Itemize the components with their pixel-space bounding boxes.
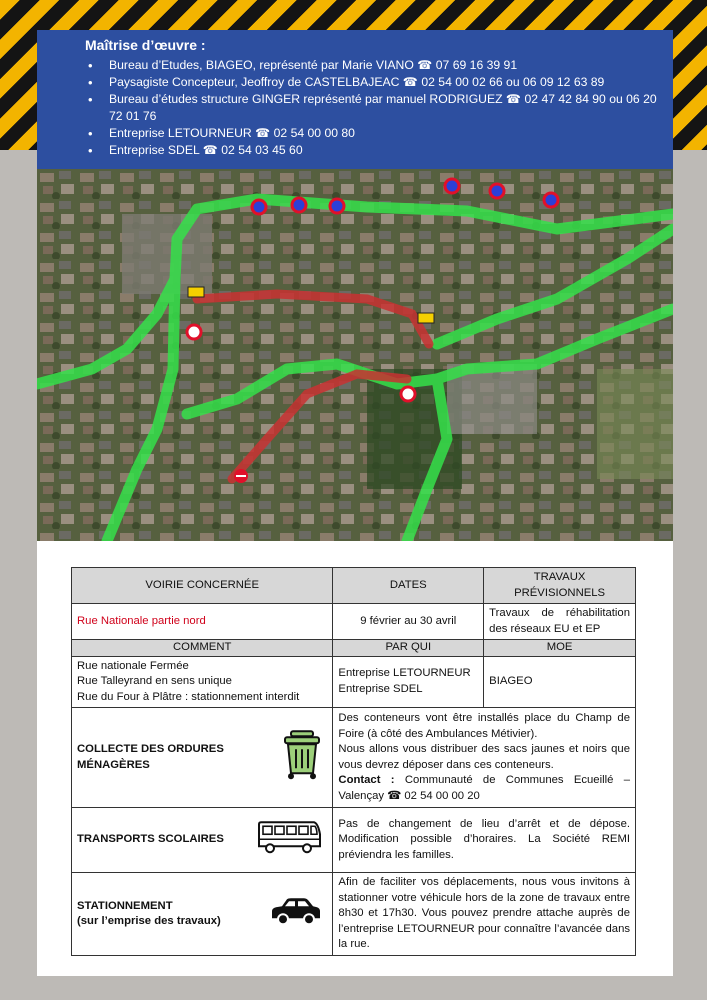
bus-icon [256, 820, 322, 860]
collecte-text [333, 708, 636, 808]
moe-value: BIAGEO [484, 656, 636, 708]
contact-item: • Entreprise SDEL ☎ 02 54 03 45 60 [85, 142, 665, 159]
header-travaux: TRAVAUX PRÉVISIONNELS [484, 568, 636, 604]
square-area [122, 214, 212, 294]
car-icon [270, 896, 322, 932]
collecte-label: COLLECTE DES ORDURES [77, 743, 224, 755]
contacts-banner [37, 30, 673, 169]
contact-item: • Bureau d’Etudes, BIAGEO, représenté par Marie VIANO ☎ 07 69 16 39 91 [85, 57, 665, 74]
contacts-list [85, 57, 665, 159]
stationnement-label: STATIONNEMENT [77, 899, 173, 912]
detour-sign-icon [188, 287, 204, 297]
no-parking-sign-icon [544, 193, 558, 207]
no-entry-sign-icon [187, 325, 201, 339]
contact-text: Communauté de Communes Ecueillé – Valençay ☎ 02 54 00 00 20 [338, 774, 630, 802]
table-header-row [72, 568, 636, 604]
collecte-contact [338, 773, 630, 804]
comment-cell [72, 656, 333, 708]
comment-line: Rue nationale Fermée [77, 659, 189, 672]
no-entry-sign-icon [401, 387, 415, 401]
header-dates: DATES [333, 568, 484, 604]
no-parking-sign-icon [292, 198, 306, 212]
comment-line: Rue du Four à Plâtre : stationnement interdit [77, 690, 300, 703]
table-row [72, 873, 636, 956]
comment-line: Rue Talleyrand en sens unique [77, 675, 232, 687]
field-area [597, 369, 673, 479]
contact-label: Contact : [338, 774, 395, 786]
works-description: Travaux de réhabilitation des réseaux EU et EP [484, 604, 636, 640]
stationnement-category [72, 873, 333, 956]
stationnement-text: Afin de faciliter vos déplacements, nous vous invitons à stationner votre véhicule hors de la zone de travaux entre 8h30 et 17h30. Vous pouvez prendre attache auprès de l’entreprise LETOURNEUR pour connaître l’avancée dans la rue. [333, 873, 636, 956]
header-moe: MOE [484, 640, 636, 657]
detour-sign-icon [418, 313, 434, 323]
table-row [72, 604, 636, 640]
par-qui-cell [333, 656, 484, 708]
contact-item: • Entreprise LETOURNEUR ☎ 02 54 00 00 80 [85, 125, 665, 142]
header-voirie: VOIRIE CONCERNÉE [72, 568, 333, 604]
no-parking-sign-icon [252, 200, 266, 214]
collecte-paragraph: Des conteneurs vont être installés place du Champ de Foire (à côté des Ambulances Métivier). [338, 712, 630, 740]
contact-item: • Bureau d’études structure GINGER représenté par manuel RODRIGUEZ ☎ 02 47 42 84 90 ou 06 20 72 01 76 [85, 91, 665, 125]
collecte-category [72, 708, 333, 808]
contractor: Entreprise SDEL [338, 682, 423, 695]
stationnement-label: (sur l’emprise des travaux) [77, 915, 221, 927]
no-parking-sign-icon [490, 184, 504, 198]
collecte-label: MÉNAGÈRES [77, 758, 150, 771]
trash-bin-icon [282, 729, 322, 787]
no-parking-sign-icon [330, 199, 344, 213]
map-drawing [37, 169, 673, 541]
banner-title: Maîtrise d’œuvre : [85, 37, 206, 53]
table-row [72, 656, 636, 708]
aerial-map [37, 169, 673, 541]
header-par-qui: PAR QUI [333, 640, 484, 657]
works-table [71, 567, 636, 956]
table-row [72, 708, 636, 808]
table-row [72, 808, 636, 873]
transports-label: TRANSPORTS SCOLAIRES [77, 833, 224, 846]
table-subheader-row [72, 640, 636, 657]
contractor: Entreprise LETOURNEUR [338, 667, 471, 680]
contact-item: • Paysagiste Concepteur, Jeoffroy de CASTELBAJEAC ☎ 02 54 00 02 66 ou 06 09 12 63 89 [85, 74, 665, 91]
road-name: Rue Nationale partie nord [72, 604, 333, 640]
no-entry-sign-icon [234, 469, 248, 483]
header-comment: COMMENT [72, 640, 333, 657]
collecte-paragraph: Nous allons vous distribuer des sacs jaunes et noirs que vous devrez déposer dans ces conteneurs. [338, 743, 630, 771]
transports-text: Pas de changement de lieu d’arrêt et de dépose. Modification possible d’horaires. La Société REMI préviendra les familles. [333, 808, 636, 873]
no-parking-sign-icon [445, 179, 459, 193]
dates-value: 9 février au 30 avril [333, 604, 484, 640]
transports-category [72, 808, 333, 873]
